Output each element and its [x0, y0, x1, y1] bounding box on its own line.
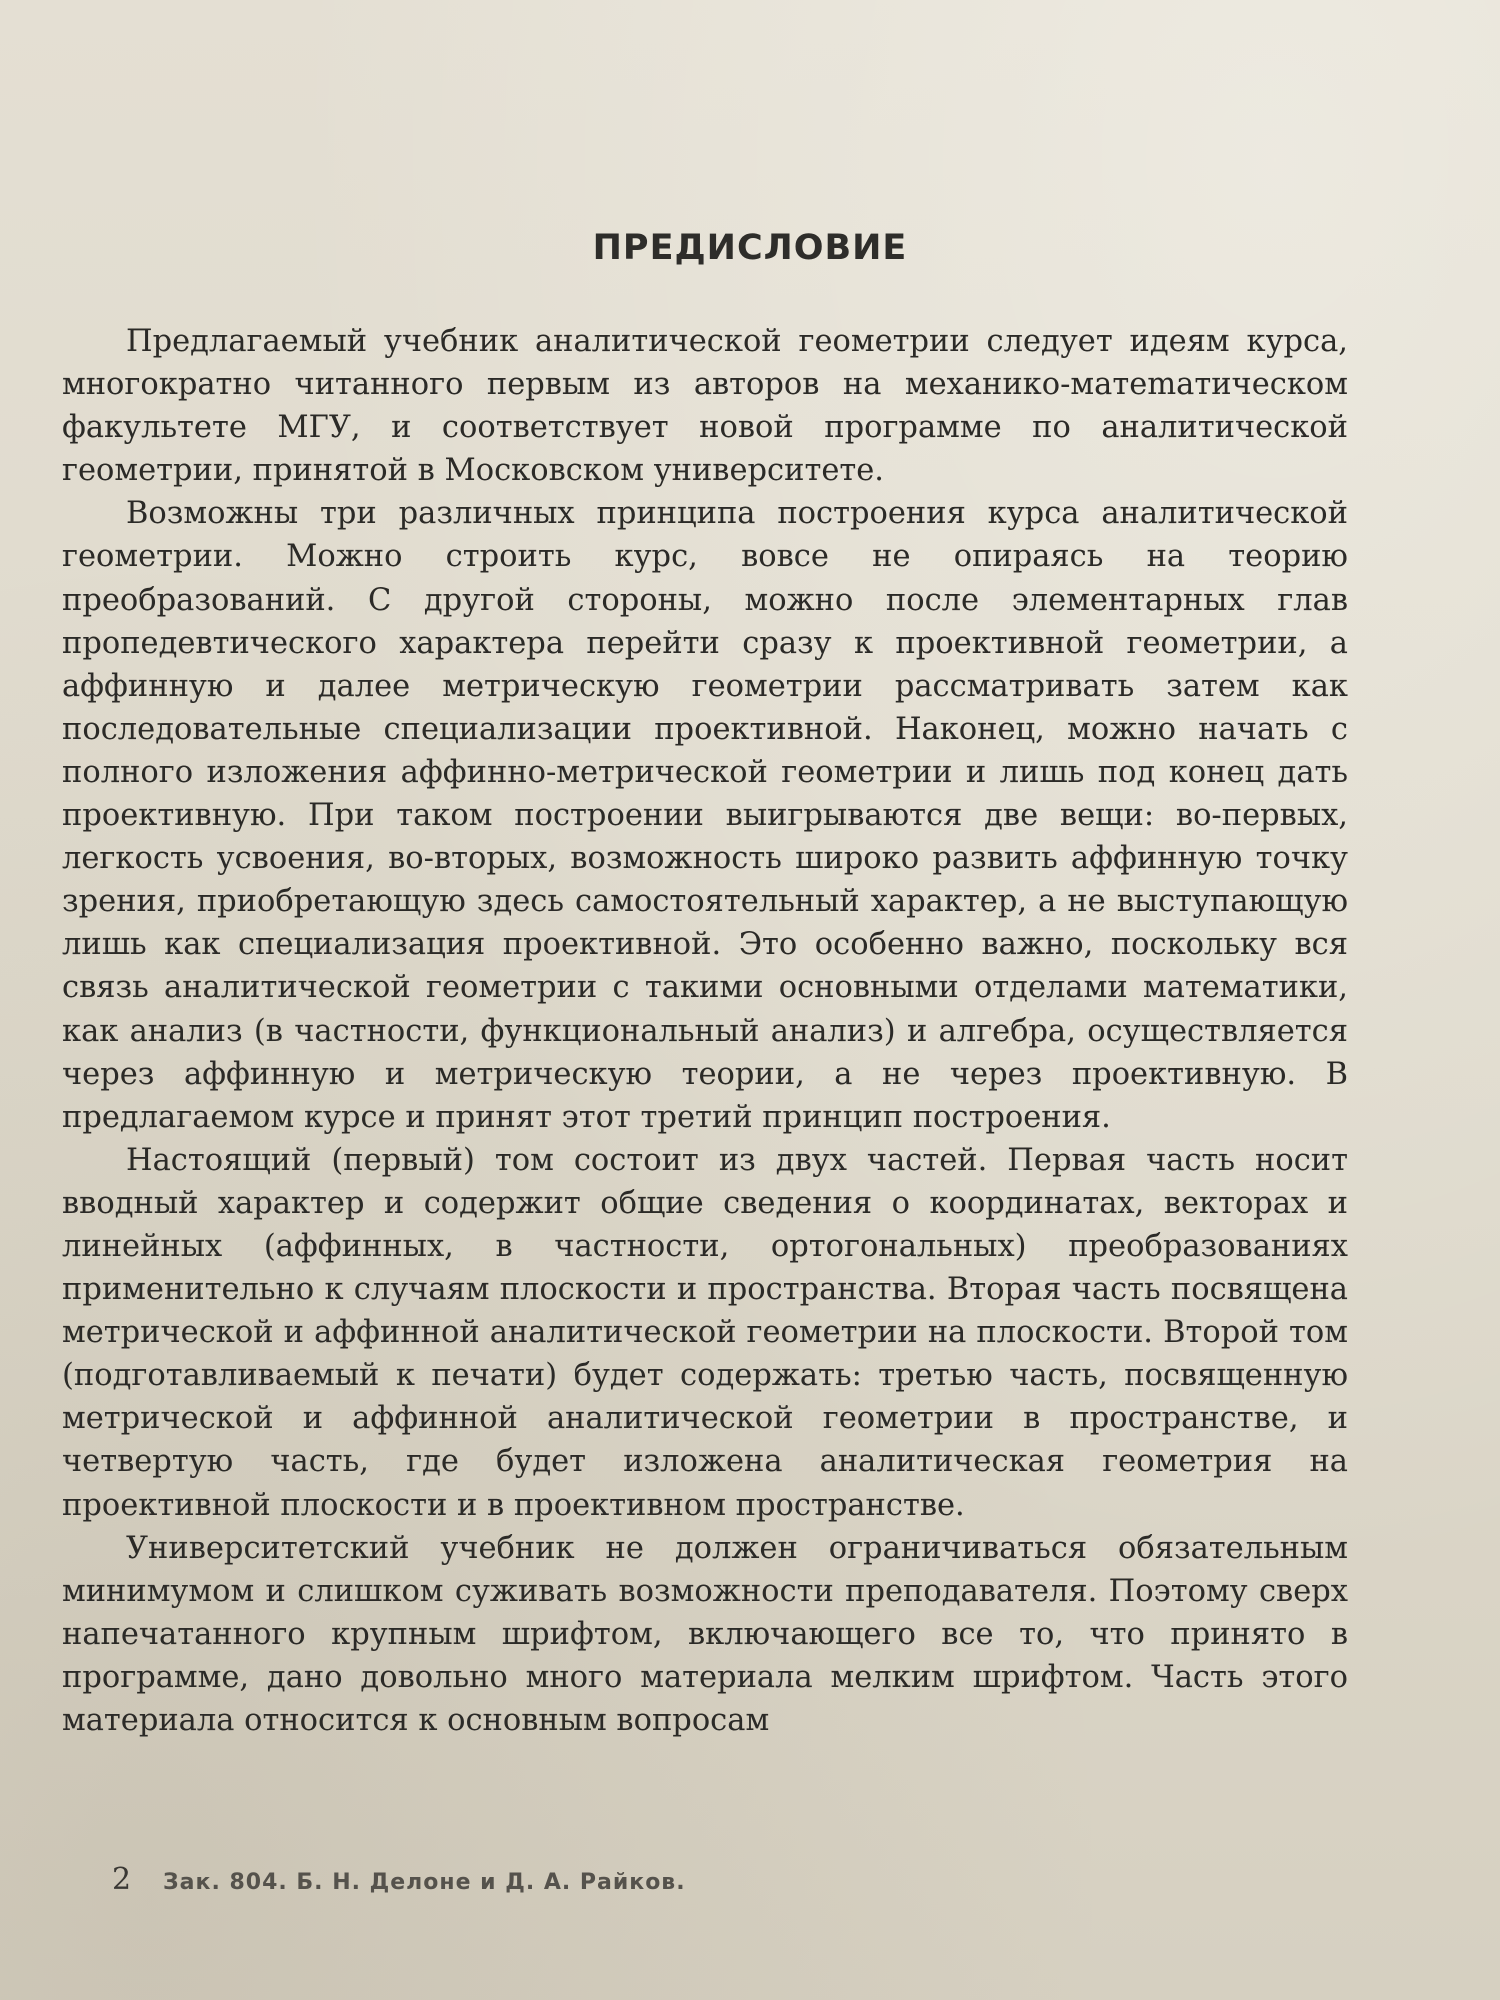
printer-imprint: Зак. 804. Б. Н. Делоне и Д. А. Райков.	[163, 1870, 686, 1895]
paragraph-3: Настоящий (первый) том состоит из двух частей. Первая часть носит вводный характер и содержит общие сведения о координатах, векторах и линейных (аффинных, в частности, ортогональных) преобразованиях применительно к случаям плоскости и пространства. Вторая часть посвящена метрической и аффинной аналитической геометрии на плоскости. Второй том (подготавливаемый к печати) будет содержать: третью часть, посвященную метрической и аффинной аналитической геометрии в пространстве, и четвертую часть, где будет изложена аналитическая геометрия на проективной плоскости и в проективном пространстве.	[62, 1142, 1348, 1523]
page-footer	[112, 1862, 686, 1897]
preface-text	[62, 320, 1348, 1742]
page-number: 2	[112, 1862, 132, 1897]
paragraph-2: Возможны три различных принципа построения курса аналитической геометрии. Можно строить курс, вовсе не опираясь на теорию преобразований. С другой стороны, можно после элементарных глав пропедевтического характера перейти сразу к проективной геометрии, а аффинную и далее метрическую геометрии рассматривать затем как последовательные специализации проективной. Наконец, можно начать с полного изложения аффинно-метрической геометрии и лишь под конец дать проективную. При таком построении выигрываются две вещи: во-первых, легкость усвоения, во-вторых, возможность широко развить аффинную точку зрения, приобретающую здесь самостоятельный характер, а не выступающую лишь как специализация проективной. Это особенно важно, поскольку вся связь аналитической геометрии с такими основными отделами математики, как анализ (в частности, функциональный анализ) и алгебра, осуществляется через аффинную и метрическую теории, а не через проективную. В предлагаемом курсе и принят этот третий принцип построения.	[62, 496, 1348, 1135]
paragraph-4: Университетский учебник не должен ограничиваться обязательным минимумом и слишком суживать возможности преподавателя. Поэтому сверх напечатанного крупным шрифтом, включающего все то, что принято в программе, дано довольно много материала мелким шрифтом. Часть этого материала относится к основным вопросам	[62, 1530, 1348, 1738]
paragraph-1: Предлагаемый учебник аналитической геометрии следует идеям курса, многократно читанного первым из авторов на механико-матеmатическом факультете МГУ, и соответствует новой программе по аналитической геометрии, принятой в Московском университете.	[62, 324, 1348, 489]
page-title: ПРЕДИСЛОВИЕ	[592, 228, 908, 268]
